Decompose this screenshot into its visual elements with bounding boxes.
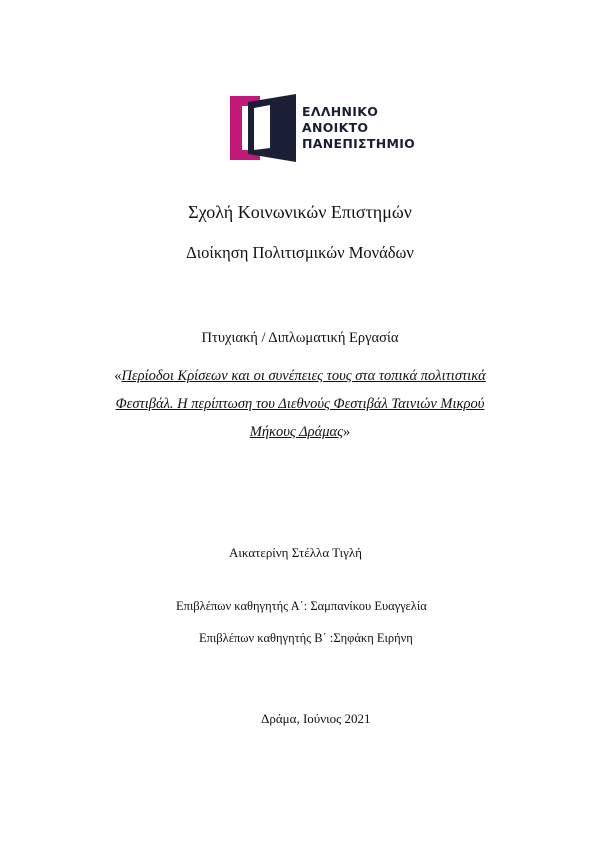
logo-line-1: ΕΛΛΗΝΙΚΟ — [302, 104, 379, 119]
thesis-title-line-2 — [60, 390, 540, 418]
thesis-title — [60, 362, 540, 446]
thesis-title-line-1 — [60, 362, 540, 390]
place-date: Δράμα, Ιούνιος 2021 — [261, 711, 371, 726]
university-logo-mark-icon — [230, 92, 300, 162]
title-open-quote: « — [114, 368, 122, 384]
title-text-1: Περίοδοι Κρίσεων και οι συνέπειες τους στα τοπικά πολιτιστικά — [121, 368, 486, 384]
logo-line-2: ΑΝΟΙΚΤΟ — [302, 120, 369, 135]
thesis-title-line-3 — [60, 418, 540, 446]
title-close-quote: » — [343, 424, 351, 440]
university-logo-text — [302, 104, 415, 152]
school-name: Σχολή Κοινωνικών Επιστημών — [188, 202, 412, 222]
author-name: Αικατερίνη Στέλλα Τιγλή — [229, 545, 362, 560]
university-logo — [230, 92, 420, 162]
title-text-3: Μήκους Δράμας — [249, 424, 343, 440]
supervisor-a: Επιβλέπων καθηγητής Α΄: Σαμπανίκου Ευαγγελία — [176, 599, 427, 613]
supervisor-b: Επιβλέπων καθηγητής Β΄ :Σηφάκη Ειρήνη — [199, 631, 413, 645]
title-text-2: Φεστιβάλ. Η περίπτωση του Διεθνούς Φεστιβάλ Ταινιών Μικρού — [115, 396, 485, 412]
logo-line-3: ΠΑΝΕΠΙΣΤΗΜΙΟ — [302, 136, 416, 151]
thesis-type: Πτυχιακή / Διπλωματική Εργασία — [201, 330, 399, 346]
program-name: Διοίκηση Πολιτισμικών Μονάδων — [186, 243, 414, 262]
